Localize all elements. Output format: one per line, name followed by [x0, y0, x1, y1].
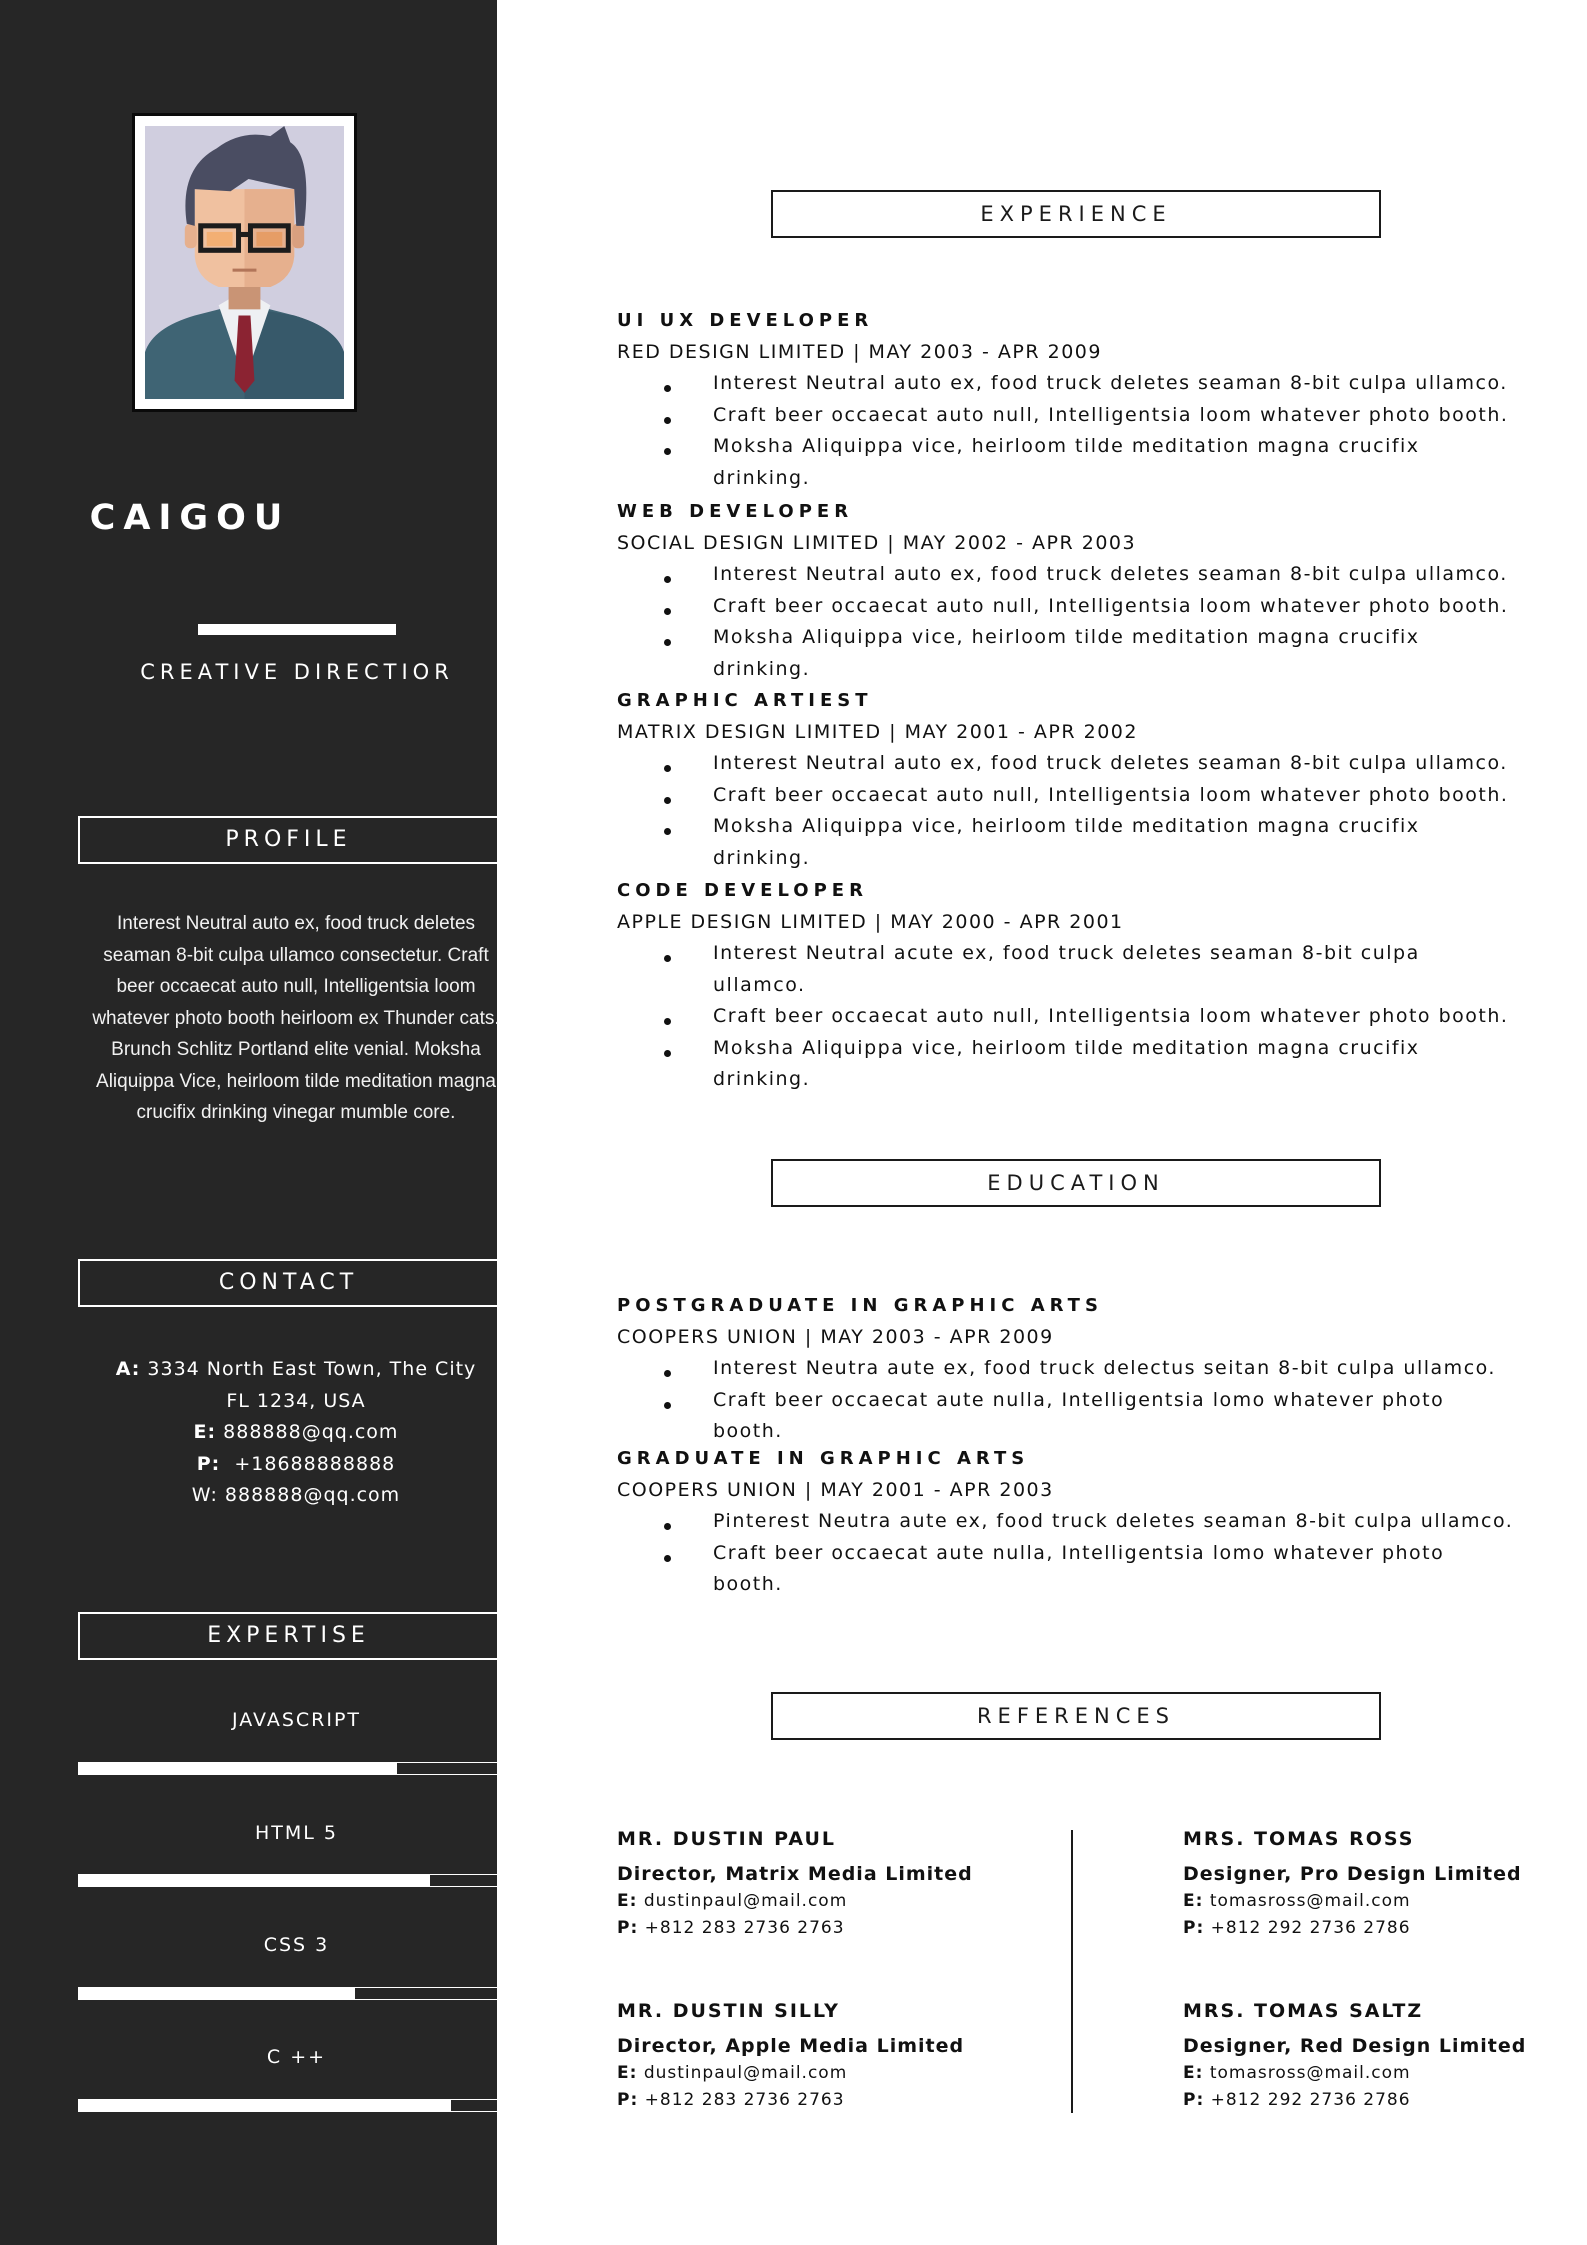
reference-email — [1183, 2060, 1543, 2087]
skill-bar-fill — [79, 1988, 355, 1999]
phone-label: P: — [196, 1452, 221, 1475]
person-name — [0, 498, 480, 538]
reference-email-label: E: — [617, 2063, 638, 2083]
education-entry — [617, 1290, 1517, 1448]
expertise-heading: EXPERTISE — [78, 1612, 497, 1660]
email-label: E: — [193, 1421, 217, 1443]
bullet-item: Interest Neutral auto ex, food truck deletes seaman 8-bit culpa ullamco. — [617, 559, 1517, 591]
reference-email-label: E: — [1183, 2063, 1204, 2083]
contact-email — [90, 1417, 502, 1449]
reference-email — [617, 1888, 977, 1915]
reference-name: MRS. TOMAS ROSS — [1183, 1828, 1415, 1850]
entry-subtitle: COOPERS UNION | MAY 2001 - APR 2003 — [617, 1478, 1054, 1501]
reference-phone — [617, 2087, 977, 2114]
reference-phone-label: P: — [617, 2090, 639, 2110]
bullet-item: Pinterest Neutra aute ex, food truck deletes seaman 8-bit culpa ullamco. — [617, 1506, 1517, 1538]
bullet-item: Craft beer occaecat auto null, Intelligentsia loom whatever photo booth. — [617, 1001, 1517, 1033]
reference-email-label: E: — [617, 1891, 638, 1911]
reference-role: Designer, Red Design Limited — [1183, 2035, 1527, 2057]
references-heading: REFERENCES — [771, 1692, 1381, 1740]
bullet-item: Craft beer occaecat auto null, Intelligentsia loom whatever photo booth. — [617, 400, 1517, 432]
reference-phone-label: P: — [617, 1918, 639, 1938]
reference-phone — [617, 1915, 977, 1942]
entry-title: GRAPHIC ARTIEST — [617, 690, 873, 711]
reference-phone-value: +812 292 2736 2786 — [1210, 2090, 1411, 2110]
skill-bar — [78, 1987, 497, 2000]
entry-title: POSTGRADUATE IN GRAPHIC ARTS — [617, 1295, 1103, 1316]
phone-value: +18688888888 — [234, 1452, 396, 1475]
skill-label: CSS 3 — [263, 1934, 330, 1956]
entry-bullets — [617, 748, 1517, 874]
entry-subtitle: RED DESIGN LIMITED | MAY 2003 - APR 2009 — [617, 340, 1102, 363]
reference-card — [1183, 1824, 1543, 1942]
job-title: CREATIVE DIRECTIOR — [140, 660, 454, 684]
bullet-item: Interest Neutral auto ex, food truck deletes seaman 8-bit culpa ullamco. — [617, 748, 1517, 780]
skill-bar — [78, 2099, 497, 2112]
avatar — [132, 113, 357, 412]
entry-subtitle: MATRIX DESIGN LIMITED | MAY 2001 - APR 2002 — [617, 720, 1138, 743]
email-value: 888888@qq.com — [223, 1421, 399, 1443]
reference-role: Director, Matrix Media Limited — [617, 1863, 973, 1885]
reference-phone-value: +812 283 2736 2763 — [644, 2090, 845, 2110]
reference-phone-label: P: — [1183, 2090, 1205, 2110]
contact-phone — [90, 1449, 502, 1481]
entry-bullets — [617, 368, 1517, 494]
address-label: A: — [115, 1358, 141, 1380]
education-heading: EDUCATION — [771, 1159, 1381, 1207]
entry-bullets — [617, 1353, 1517, 1448]
entry-title: WEB DEVELOPER — [617, 501, 854, 522]
person-name-text: CAIGOU — [89, 498, 291, 538]
name-divider — [198, 624, 396, 635]
contact-address — [90, 1354, 502, 1386]
skill-bar-fill — [79, 2100, 451, 2111]
reference-email-value: tomasross@mail.com — [1209, 1891, 1411, 1911]
entry-subtitle: SOCIAL DESIGN LIMITED | MAY 2002 - APR 2003 — [617, 531, 1137, 554]
skill-bar-fill — [79, 1763, 397, 1774]
address-line2: FL 1234, USA — [226, 1389, 366, 1412]
bullet-item: Craft beer occaecat aute nulla, Intelligentsia lomo whatever photo booth. — [617, 1385, 1517, 1448]
sidebar — [0, 0, 500, 2245]
bullet-item: Craft beer occaecat auto null, Intelligentsia loom whatever photo booth. — [617, 780, 1517, 812]
experience-heading: EXPERIENCE — [771, 190, 1381, 238]
reference-email — [1183, 1888, 1543, 1915]
reference-phone-value: +812 283 2736 2763 — [644, 1918, 845, 1938]
bullet-item: Interest Neutral acute ex, food truck deletes seaman 8-bit culpa ullamco. — [617, 938, 1517, 1001]
reference-phone-label: P: — [1183, 1918, 1205, 1938]
reference-card — [617, 1824, 977, 1942]
reference-card — [1183, 1996, 1543, 2114]
reference-phone — [1183, 1915, 1543, 1942]
reference-role: Director, Apple Media Limited — [617, 2035, 965, 2057]
skill-label: JAVASCRIPT — [231, 1709, 362, 1731]
experience-entry — [617, 875, 1517, 1096]
address-line1: 3334 North East Town, The City — [147, 1358, 477, 1380]
experience-entry — [617, 685, 1517, 874]
skill-bar — [78, 1874, 497, 1887]
entry-title: UI UX DEVELOPER — [617, 310, 874, 331]
entry-title: GRADUATE IN GRAPHIC ARTS — [617, 1448, 1030, 1469]
contact-heading: CONTACT — [78, 1259, 497, 1307]
education-entry — [617, 1443, 1517, 1601]
reference-email-value: tomasross@mail.com — [1209, 2063, 1411, 2083]
reference-email-value: dustinpaul@mail.com — [643, 1891, 848, 1911]
bullet-item: Craft beer occaecat aute nulla, Intelligentsia lomo whatever photo booth. — [617, 1538, 1517, 1601]
bullet-item: Moksha Aliquippa vice, heirloom tilde meditation magna crucifix drinking. — [617, 1033, 1517, 1096]
entry-bullets — [617, 559, 1517, 685]
entry-title: CODE DEVELOPER — [617, 880, 868, 901]
reference-email — [617, 2060, 977, 2087]
skill-label: C ++ — [266, 2046, 327, 2068]
bullet-item: Moksha Aliquippa vice, heirloom tilde meditation magna crucifix drinking. — [617, 811, 1517, 874]
bullet-item: Moksha Aliquippa vice, heirloom tilde meditation magna crucifix drinking. — [617, 431, 1517, 494]
bullet-item: Moksha Aliquippa vice, heirloom tilde meditation magna crucifix drinking. — [617, 622, 1517, 685]
reference-name: MR. DUSTIN SILLY — [617, 2000, 840, 2022]
reference-email-label: E: — [1183, 1891, 1204, 1911]
profile-heading: PROFILE — [78, 816, 497, 864]
contact-web: W: 888888@qq.com — [191, 1484, 401, 1506]
references-divider — [1071, 1830, 1073, 2113]
bullet-item: Interest Neutral auto ex, food truck deletes seaman 8-bit culpa ullamco. — [617, 368, 1517, 400]
entry-bullets — [617, 1506, 1517, 1601]
skill-bar — [78, 1762, 497, 1775]
skill-label: HTML 5 — [255, 1822, 338, 1844]
entry-bullets — [617, 938, 1517, 1096]
profile-text: Interest Neutral auto ex, food truck deletes seaman 8-bit culpa ullamco consectetur. Craft beer occaecat auto null, Intelligentsia loom whatever photo booth heirloom ex Thunder cats. Brunch Schlitz Portland elite venial. Moksha Aliquippa Vice, heirloom tilde meditation magna crucifix drinking vinegar mumble core. — [92, 913, 500, 1123]
reference-name: MRS. TOMAS SALTZ — [1183, 2000, 1424, 2022]
reference-phone — [1183, 2087, 1543, 2114]
avatar-illustration — [145, 126, 344, 399]
reference-role: Designer, Pro Design Limited — [1183, 1863, 1522, 1885]
experience-entry — [617, 305, 1517, 494]
entry-subtitle: COOPERS UNION | MAY 2003 - APR 2009 — [617, 1325, 1054, 1348]
skill-bar-fill — [79, 1875, 430, 1886]
entry-subtitle: APPLE DESIGN LIMITED | MAY 2000 - APR 2001 — [617, 910, 1124, 933]
bullet-item: Interest Neutra aute ex, food truck delectus seitan 8-bit culpa ullamco. — [617, 1353, 1517, 1385]
reference-name: MR. DUSTIN PAUL — [617, 1828, 836, 1850]
reference-card — [617, 1996, 977, 2114]
reference-email-value: dustinpaul@mail.com — [643, 2063, 848, 2083]
experience-entry — [617, 496, 1517, 685]
reference-phone-value: +812 292 2736 2786 — [1210, 1918, 1411, 1938]
bullet-item: Craft beer occaecat auto null, Intelligentsia loom whatever photo booth. — [617, 591, 1517, 623]
contact-list — [90, 1354, 502, 1512]
